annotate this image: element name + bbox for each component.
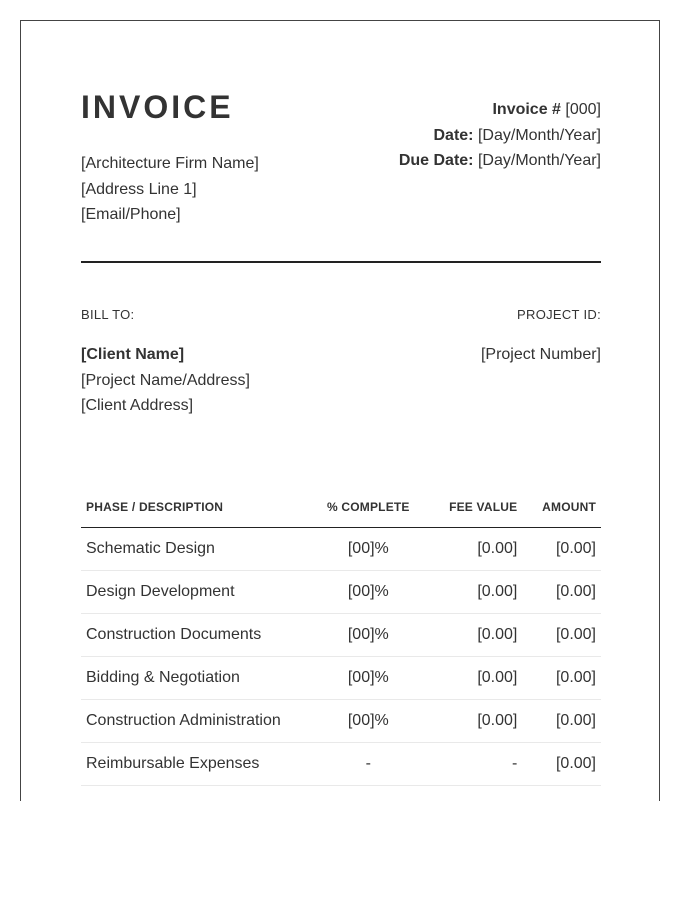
table-row [81, 528, 601, 571]
header-amount: AMOUNT [522, 487, 601, 528]
row-amount: [0.00] [522, 571, 601, 614]
project-name: [Project Name/Address] [81, 371, 250, 389]
invoice-number-value: [000] [565, 101, 601, 118]
client-block [81, 342, 250, 419]
bill-section [81, 307, 601, 437]
invoice-due-value: [Day/Month/Year] [477, 152, 601, 169]
row-amount: [0.00] [522, 743, 601, 786]
header-complete: % COMPLETE [310, 487, 426, 528]
row-percent: [00]% [310, 571, 426, 614]
row-description: Reimbursable Expenses [81, 743, 310, 786]
invoice-number-row [399, 97, 601, 123]
row-fee: [0.00] [427, 528, 523, 571]
row-description: Bidding & Negotiation [81, 657, 310, 700]
invoice-due-row [399, 148, 601, 174]
invoice-due-label: Due Date: [398, 152, 474, 169]
row-percent: - [310, 743, 426, 786]
invoice-date-value: [Day/Month/Year] [477, 126, 601, 144]
table-row [81, 614, 601, 657]
firm-name: [Architecture Firm Name] [81, 155, 259, 172]
client-name: [Client Name] [81, 346, 185, 363]
row-description: Design Development [81, 571, 310, 614]
invoice-date-label: Date: [433, 126, 474, 144]
firm-address: [Address Line 1] [81, 180, 197, 198]
invoice-title: INVOICE [81, 89, 234, 125]
row-percent: [00]% [310, 614, 426, 657]
row-description: Schematic Design [81, 528, 310, 571]
invoice-meta [399, 97, 601, 174]
header-fee: FEE VALUE [427, 487, 523, 528]
row-description: Construction Administration [81, 700, 310, 743]
row-amount: [0.00] [522, 657, 601, 700]
row-percent: [00]% [310, 528, 426, 571]
invoice-number-label: Invoice # [492, 101, 561, 118]
table-row [81, 700, 601, 743]
project-number: [Project Number] [480, 346, 601, 363]
row-amount: [0.00] [522, 700, 601, 743]
row-amount: [0.00] [522, 614, 601, 657]
row-amount: [0.00] [522, 528, 601, 571]
row-percent: [00]% [310, 700, 426, 743]
row-percent: [00]% [310, 657, 426, 700]
invoice-header [81, 89, 601, 249]
row-fee: - [427, 743, 523, 786]
table-header-row [81, 487, 601, 528]
table-row [81, 743, 601, 786]
header-divider [81, 261, 601, 263]
table-row [81, 571, 601, 614]
bill-to-label: BILL TO: [81, 307, 135, 322]
project-id-label: PROJECT ID: [517, 307, 601, 322]
invoice-sheet [20, 20, 660, 801]
firm-contact: [Email/Phone] [81, 206, 181, 223]
firm-block [81, 151, 259, 228]
table-row [81, 657, 601, 700]
row-fee: [0.00] [427, 657, 523, 700]
row-description: Construction Documents [81, 614, 310, 657]
row-fee: [0.00] [427, 700, 523, 743]
header-phase: PHASE / DESCRIPTION [81, 487, 310, 528]
line-items-table [81, 487, 601, 786]
row-fee: [0.00] [427, 614, 523, 657]
invoice-date-row [399, 123, 601, 149]
row-fee: [0.00] [427, 571, 523, 614]
client-address: [Client Address] [81, 397, 194, 414]
